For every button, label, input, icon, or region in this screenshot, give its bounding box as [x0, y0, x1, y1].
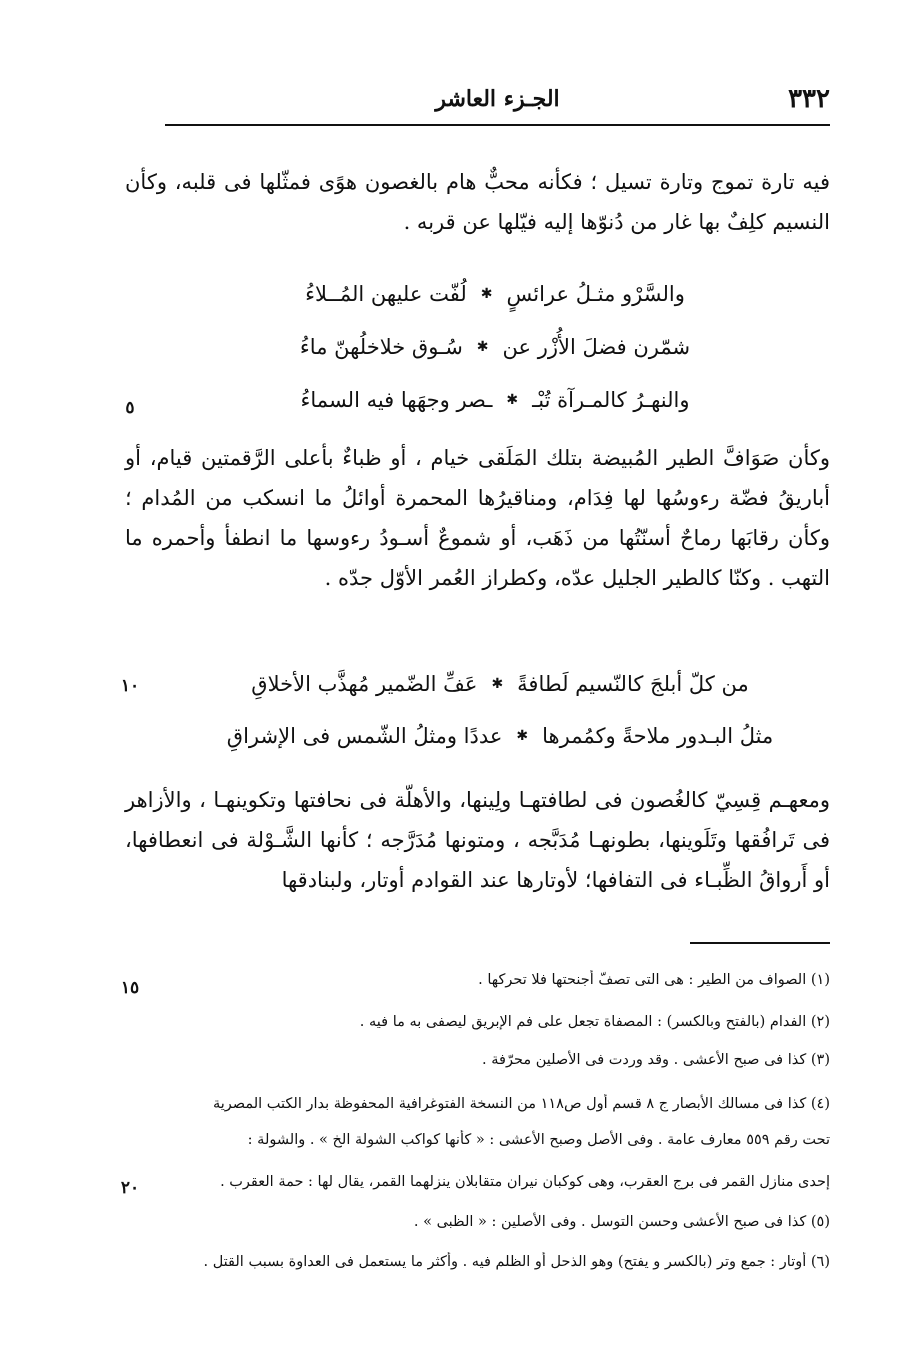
footnote-continuation: تحت رقم ٥٥٩ معارف عامة . وفى الأصل وصبح الأعشى : « كأنها كواكب الشولة الخ » . والشولة :: [247, 1132, 830, 1148]
margin-line-number: ٥: [125, 398, 135, 418]
verse-hemistich: مثلُ البـدور ملاحةً وكمُمرها: [542, 724, 774, 748]
star-separator: ✱: [506, 392, 519, 408]
star-separator: ✱: [491, 676, 504, 692]
paragraph-1: فيه تارة تموج وتارة تسيل ؛ فكأنه محبٌّ هام بالغصون هوًى فمثّلها فى قلبه، وكأن النسيم كلِفٌ بها غار من دُنوّها إليه فيّلها عن قربه .: [125, 170, 830, 234]
verse-hemistich: شمّرن فضلَ الأُزْر عن: [502, 335, 691, 359]
paragraph-2: وكأن صَوَافَّ الطير المُبيضة بتلك المَلَقى خيام ، أو ظباءٌ بأعلى الرَّقمتين قيام، أو أباريقُ فضّة رءوسُها لها فِدَام، ومناقيرُها المحمرة أوائلُ ما انسكب من المُدام ؛ وكأن رقابَها رماحٌ أسنّتُها من ذَهَب، أو شموعٌ أسـودُ رءوسها ما انطفأ وأحمره ما التهب . وكنّا كالطير الجليل عدّه، وكطراز العُمر الأوّل جدّه .: [125, 446, 830, 590]
footnote: (٣) كذا فى صبح الأعشى . وقد وردت فى الأصلين محرّفة .: [482, 1052, 830, 1068]
verse-hemistich: ـصر وجهَها فيه السماءُ: [300, 388, 493, 412]
page-header: [165, 84, 830, 122]
star-separator: ✱: [480, 286, 493, 302]
header-rule: [165, 124, 830, 126]
footnote: (١) الصواف من الطير : هى التى تصفّ أجنحتها فلا تحركها .: [478, 972, 830, 988]
verse-hemistich: سُـوق خلاخلُهنّ ماءُ: [299, 335, 463, 359]
verse-2: [285, 337, 705, 357]
verse-hemistich: عددًا ومثلُ الشّمس فى الإشراقِ: [226, 724, 503, 748]
paragraph-3: ومعهـم قِسِيّ كالغُصون فى لطافتهـا ولِينها، والأهلّة فى نحافتها وتكوينهـا ، والأزاهر فى تَرافُقها وتَلَوينها، بطونهـا مُدَبَّجه ، ومتونها مُدَرَّجه ؛ كأنها الشَّـوْلة فى انعطافها، أو أَرواقُ الظِّبـاء فى التفافها؛ لأوتارها عند القوادم أوتار، ولبنادقها: [125, 788, 830, 892]
footnote: (٦) أوتار : جمع وتر (بالكسر و يفتح) وهو الذحل أو الظلم فيه . وأكثر ما يستعمل فى العداوة بسبب القتل .: [203, 1254, 830, 1270]
margin-line-number: ١٠: [120, 676, 140, 696]
verse-3: [285, 390, 705, 410]
verse-hemistich: عَفِّ الضّمير مُهذَّب الأخلاقِ: [251, 672, 478, 696]
running-head: الجـزء العاشر: [435, 86, 560, 112]
verse-hemistich: والسَّرْو مثـلُ عرائسٍ: [506, 282, 685, 306]
footnote-rule: [690, 942, 830, 944]
star-separator: ✱: [476, 339, 489, 355]
star-separator: ✱: [516, 728, 529, 744]
footnote: (٥) كذا فى صبح الأعشى وحسن التوسل . وفى الأصلين : « الظبى » .: [413, 1214, 830, 1230]
verse-hemistich: والنهـرُ كالمـرآة تُبْـ: [532, 388, 690, 412]
footnote: (٤) كذا فى مسالك الأبصار ج ٨ قسم أول ص١١٨ من النسخة الفتوغرافية المحفوظة بدار الكتب المصرية: [212, 1096, 830, 1112]
margin-line-number: ٢٠: [120, 1178, 140, 1198]
footnote: (٢) الفدام (بالفتح وبالكسر) : المصفاة تجعل على فم الإبريق ليصفى به ما فيه .: [359, 1014, 830, 1030]
verse-hemistich: من كلّ أبلجَ كالنّسيم لَطافةً: [517, 672, 749, 696]
page-number: ٣٣٢: [788, 84, 830, 114]
verse-hemistich: لُفّت عليهن المُــلاءُ: [305, 282, 467, 306]
verse-4: [220, 674, 780, 694]
footnote-continuation: إحدى منازل القمر فى برج العقرب، وهى كوكبان نيران متقابلان ينزلهما القمر، يقال لها : حمة العقرب .: [220, 1174, 830, 1190]
verse-5: [220, 726, 780, 746]
verse-1: [285, 284, 705, 304]
margin-line-number: ١٥: [120, 978, 140, 998]
